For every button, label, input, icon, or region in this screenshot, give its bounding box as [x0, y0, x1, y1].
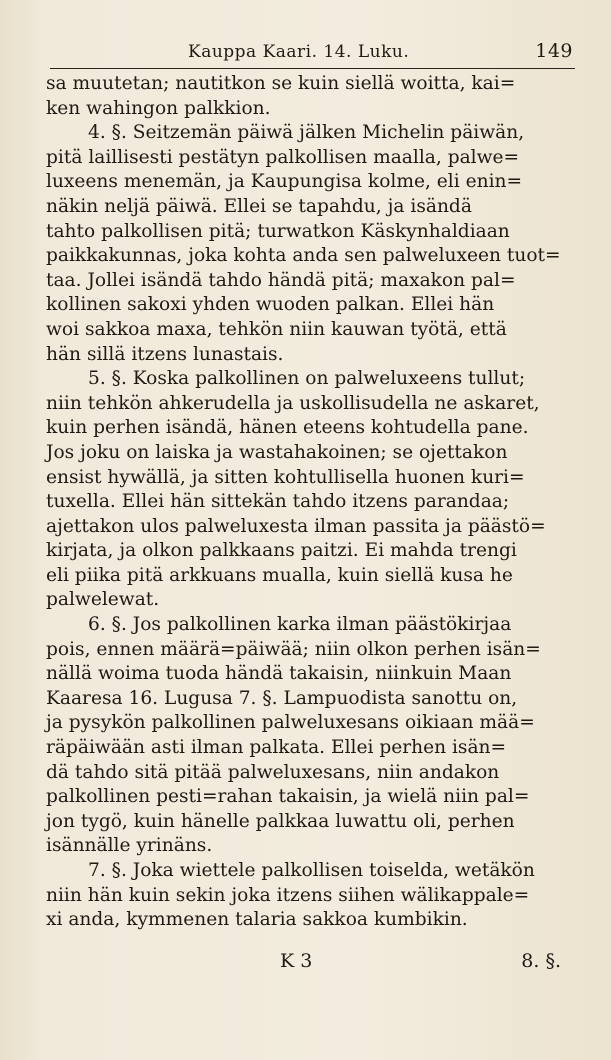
- text-line: ken wahingon palkkion.: [46, 97, 271, 119]
- text-line: palwelewat.: [46, 589, 160, 611]
- text-line: isännälle yrinäns.: [46, 835, 213, 857]
- text-line: Kaaresa 16. Lugusa 7. §. Lampuodista sanottu on,: [46, 687, 518, 709]
- text-line: tuxella. Ellei hän sittekän tahdo itzens parandaa;: [46, 491, 510, 513]
- running-title: Kauppa Kaari. 14. Luku.: [188, 42, 410, 62]
- text-line: hän sillä itzens lunastais.: [46, 343, 284, 365]
- header-rule: [50, 68, 575, 69]
- text-line: 6. §. Jos palkollinen karka ilman päästökirjaa: [88, 614, 512, 636]
- text-line: Jos joku on laiska ja wastahakoinen; se ojettakon: [46, 441, 508, 463]
- text-line: niin hän kuin sekin joka itzens siihen wälikappale=: [46, 884, 530, 906]
- text-line: kollinen sakoxi yhden wuoden palkan. Ellei hän: [46, 294, 495, 316]
- text-line: eli piika pitä arkkuans mualla, kuin siellä kusa he: [46, 564, 513, 586]
- text-line: 5. §. Koska palkollinen on palweluxeens tullut;: [88, 368, 526, 390]
- text-line: dä tahdo sitä pitää palweluxesans, niin andakon: [46, 761, 500, 783]
- text-line: kuin perhen isändä, hänen eteens kohtudella pane.: [46, 417, 529, 439]
- text-line: näkin neljä päiwä. Ellei se tapahdu, ja isändä: [46, 195, 472, 217]
- text-line: räpäiwään asti ilman palkata. Ellei perhen isän=: [46, 737, 507, 759]
- signature-mark: K 3: [280, 950, 313, 972]
- text-line: xi anda, kymmenen talaria sakkoa kumbikin.: [46, 909, 468, 931]
- body-text: [46, 72, 575, 933]
- text-line: luxeens menemän, ja Kaupungisa kolme, eli enin=: [46, 171, 523, 193]
- text-line: woi sakkoa maxa, tehkön niin kauwan työtä, että: [46, 318, 507, 340]
- text-line: pitä laillisesti pestätyn palkollisen maalla, palwe=: [46, 146, 520, 168]
- text-line: niin tehkön ahkerudella ja uskollisudella ne askaret,: [46, 392, 540, 414]
- text-line: palkollinen pesti=rahan takaisin, ja wielä niin pal=: [46, 786, 530, 808]
- text-line: kirjata, ja olkon palkkaans paitzi. Ei mahda trengi: [46, 540, 517, 562]
- page-header: [50, 40, 573, 66]
- page-number: 149: [535, 40, 573, 62]
- catchword: 8. §.: [521, 950, 561, 972]
- page-footer: [46, 950, 575, 978]
- text-line: ajettakon ulos palweluxesta ilman passita ja päästö=: [46, 515, 546, 537]
- text-line: sa muutetan; nautitkon se kuin siellä woitta, kai=: [46, 73, 516, 94]
- text-line: paikkakunnas, joka kohta anda sen palweluxeen tuot=: [46, 245, 561, 267]
- text-line: nällä woima tuoda händä takaisin, niinkuin Maan: [46, 663, 512, 685]
- text-line: 4. §. Seitzemän päiwä jälken Michelin päiwän,: [88, 122, 525, 144]
- text-line: tahto palkollisen pitä; turwatkon Käskynhaldiaan: [46, 220, 510, 242]
- text-line: ja pysykön palkollinen palweluxesans oikiaan mää=: [46, 712, 535, 734]
- text-line: jon tygö, kuin hänelle palkkaa luwattu oli, perhen: [46, 810, 515, 832]
- text-line: ensist hywällä, ja sitten kohtullisella huonen kuri=: [46, 466, 525, 488]
- text-line: pois, ennen määrä=päiwää; niin olkon perhen isän=: [46, 638, 541, 660]
- text-line: taa. Jollei isändä tahdo händä pitä; maxakon pal=: [46, 269, 516, 291]
- text-line: 7. §. Joka wiettele palkollisen toiselda, wetäkön: [88, 860, 535, 881]
